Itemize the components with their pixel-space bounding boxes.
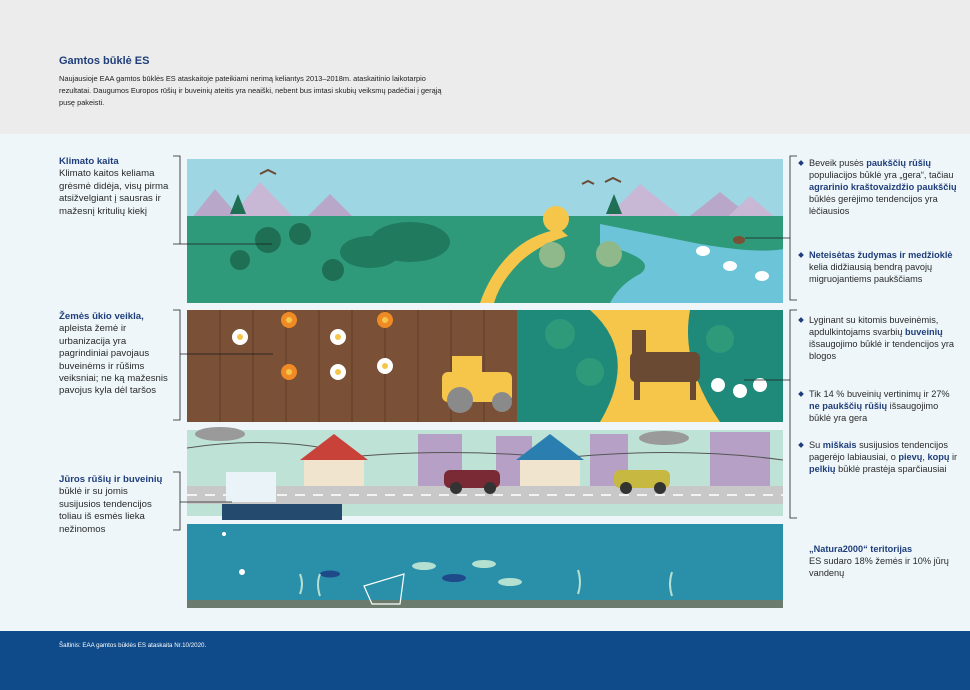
marine-text: būklė ir su jomis susijusios tendencijos toliau iš esmės lieka nežinomos [59, 486, 152, 535]
intro-text: Naujausioje EAA gamtos būklės ES ataskaitoje pateikiami nerimą keliantys 2013–2018m. ataskaitinio laikotarpio rezultatai. Daugumos Europos rūšių ir buveinių ateitis yra neaiški, nebent bus imtasi skubių veiksmų padėčiai į gerąją pusę pakeisti. [59, 74, 442, 107]
header-band [0, 0, 970, 134]
sea-scene [187, 524, 783, 608]
footer-band [0, 631, 970, 690]
landscape-scene [187, 159, 783, 303]
birds-bold-1: paukščių rūšių [866, 158, 932, 168]
hunting-block [809, 249, 959, 285]
hunting-text: kelia didžiausią bendrą pavojų migruojantiems paukščiams [809, 262, 933, 285]
page-title: Gamtos būklė ES [59, 55, 150, 67]
stats-text-1: Tik 14 % buveinių vertinimų ir 27% [809, 389, 950, 399]
agriculture-heading: Žemės ūkio veikla, [59, 311, 144, 322]
stats-block [809, 388, 959, 424]
forests-bold-3: kopų [927, 452, 950, 463]
hunting-bold: Neteisėtas žudymas ir medžioklė [809, 250, 953, 260]
climate-heading: Klimato kaita [59, 156, 119, 167]
stats-text-2: išsaugojimo būklė yra gera [809, 401, 939, 424]
climate-block [59, 156, 169, 218]
marine-heading: Jūros rūšių ir buveinių [59, 474, 163, 485]
birds-block [809, 157, 959, 217]
marine-block [59, 474, 163, 536]
town-scene [187, 427, 783, 520]
forests-text-2: susijusios tendencijos pagerėjo labiausiai, o [809, 440, 948, 463]
forests-bold-1: miškais [822, 440, 857, 450]
natura-block [809, 543, 959, 579]
habitats-block [809, 314, 959, 362]
birds-text-2: populiacijos būklė yra „gera“, tačiau [809, 170, 954, 181]
birds-bold-2: agrarinio kraštovaizdžio paukščių [809, 182, 957, 193]
agriculture-block [59, 311, 173, 398]
forests-text-4: ir [949, 452, 958, 463]
agriculture-text: apleista žemė ir urbanizacija yra pagrindiniai pavojaus buveinėms ir rūšims veiksniai; ne ką mažesnis pavojus kyla dėl taršos [59, 323, 168, 397]
birds-text-1: Beveik pusės [809, 158, 867, 168]
forests-text-3: , [922, 452, 928, 463]
habitats-text-2: išsaugojimo būklė ir tendencijos yra blogos [809, 339, 955, 362]
source-note: Šaltinis: EAA gamtos būklės ES ataskaita Nr.10/2020. [59, 642, 207, 649]
climate-text: Klimato kaitos keliama grėsmė didėja, visų pirma atsižvelgiant į sausras ir mažesnį kritulių kiekį [59, 168, 169, 217]
forests-text-5: būklė prastėja sparčiausiai [835, 464, 947, 475]
farmland-scene [187, 310, 783, 422]
forests-text-1: Su [809, 440, 823, 450]
forests-bold-2: pievų [898, 452, 923, 463]
stats-bold: ne paukščių rūšių [809, 401, 888, 412]
birds-text-3: būklės gerėjimo tendencijos yra lėčiausios [809, 194, 938, 217]
habitats-bold: buveinių [905, 327, 943, 338]
natura-text: ES sudaro 18% žemės ir 10% jūrų vandenų [809, 556, 949, 579]
natura-heading: „Natura2000“ teritorijas [809, 544, 913, 554]
habitats-text-1: Lyginant su kitomis buveinėmis, apdulkintojams svarbių [809, 315, 939, 338]
forests-bold-4: pelkių [809, 464, 836, 475]
forests-block [809, 439, 959, 475]
